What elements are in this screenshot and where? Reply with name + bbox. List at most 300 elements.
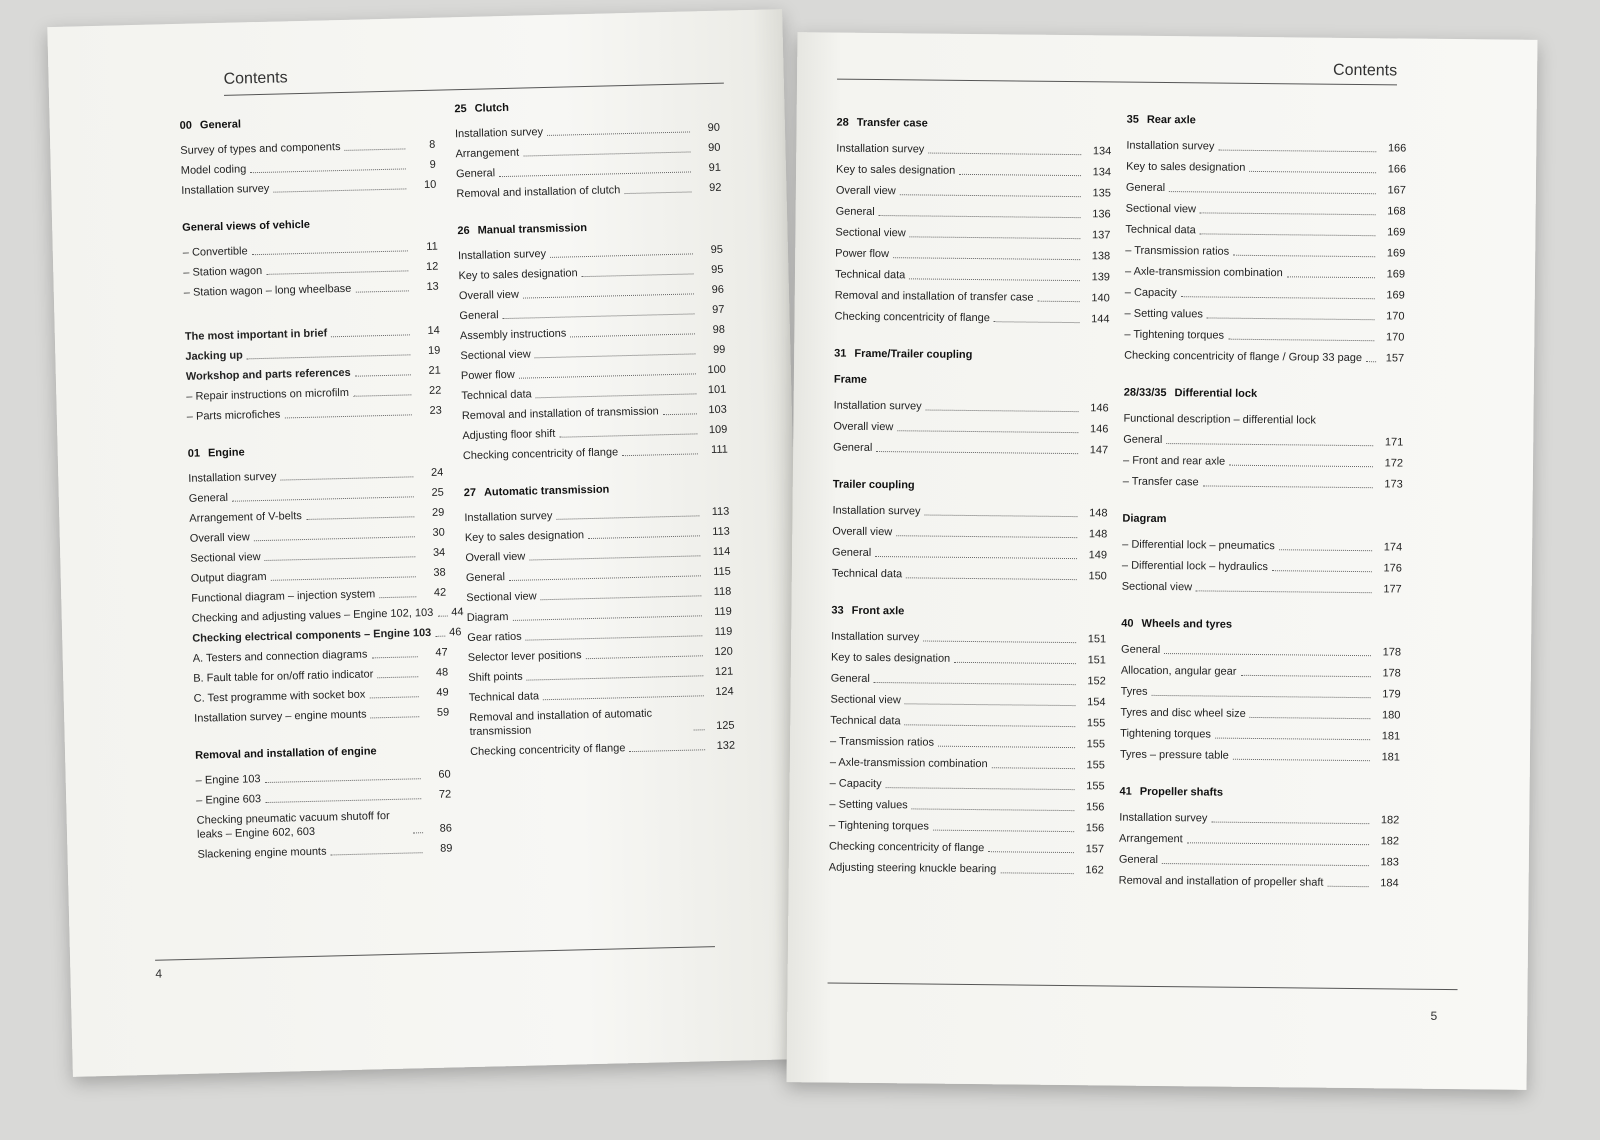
toc-entry-label: Tyres <box>1120 685 1148 698</box>
toc-entry-label: Tyres and disc wheel size <box>1120 706 1246 720</box>
toc-entry-label: – Setting values <box>1125 307 1203 322</box>
toc-entry-label: Assembly instructions <box>459 327 567 343</box>
toc-entry-label: – Front and rear axle <box>1123 454 1225 469</box>
toc-entry[interactable] <box>1124 342 1404 366</box>
section-number: 00 <box>179 119 193 132</box>
toc-entry[interactable] <box>836 177 1111 201</box>
toc-entry-label: General <box>835 205 875 218</box>
toc-entry-label: Installation survey <box>1119 811 1208 825</box>
toc-entry-page: 90 <box>708 141 721 155</box>
toc-entry-label: Key to sales designation <box>464 529 585 545</box>
toc-entry[interactable] <box>833 434 1108 458</box>
dot-leader <box>906 577 1077 580</box>
dot-leader <box>874 682 1076 685</box>
dot-leader <box>1211 822 1369 825</box>
toc-entry-label: – Differential lock – hydraulics <box>1122 559 1268 575</box>
toc-entry-page: 95 <box>710 243 724 256</box>
dot-leader <box>570 333 695 337</box>
toc-entry[interactable] <box>1121 678 1401 702</box>
toc-entry-page: 148 <box>1088 528 1108 541</box>
toc-entry-label: Technical data <box>831 567 903 581</box>
section-heading <box>1121 618 1401 633</box>
toc-entry-page: 72 <box>438 788 452 801</box>
toc-entry[interactable] <box>1125 216 1405 240</box>
toc-entry-page: 59 <box>436 706 450 719</box>
toc-entry-page: 151 <box>1087 654 1107 667</box>
toc-entry-page: 169 <box>1386 247 1406 260</box>
toc-entry-label: General <box>465 571 506 585</box>
dot-leader <box>886 787 1075 790</box>
toc-section <box>180 114 437 198</box>
dot-leader <box>1272 570 1372 572</box>
toc-entry-page: 162 <box>1085 864 1104 877</box>
section-heading <box>1124 387 1404 402</box>
dot-leader <box>1000 872 1073 874</box>
toc-entry[interactable] <box>1120 699 1400 723</box>
toc-section <box>182 216 439 300</box>
toc-entry-page: 42 <box>433 586 447 599</box>
dot-leader <box>1215 738 1370 741</box>
toc-entry-page: 113 <box>711 505 730 519</box>
toc-entry[interactable] <box>1125 258 1405 282</box>
toc-entry-label: Functional description – differential lock <box>1123 412 1316 427</box>
toc-entry-label: A. Testers and connection diagrams <box>192 648 368 665</box>
toc-entry-label: Sectional view <box>190 551 261 565</box>
dot-leader <box>893 257 1080 260</box>
toc-entry[interactable] <box>1121 636 1401 660</box>
toc-entry-page: 178 <box>1382 667 1401 680</box>
dot-leader <box>353 394 411 396</box>
toc-entry-page: 44 <box>451 606 464 619</box>
section-heading <box>464 481 729 499</box>
toc-entry-label: Checking concentricity of flange / Group 33 page <box>1124 349 1363 365</box>
toc-entry-label: Diagram <box>466 611 509 625</box>
toc-entry-page: 174 <box>1383 541 1403 554</box>
toc-entry-label: Checking concentricity of flange <box>469 742 626 759</box>
section-number: 41 <box>1119 785 1132 798</box>
dot-leader <box>1037 301 1079 302</box>
toc-entry-page: 60 <box>438 768 451 781</box>
toc-entry-page: 134 <box>1092 166 1112 179</box>
toc-entry-label: Key to sales designation <box>836 163 956 177</box>
dot-leader <box>1327 886 1368 887</box>
toc-entry-page: 101 <box>707 383 727 397</box>
left-column-1 <box>179 114 464 862</box>
dot-leader <box>933 830 1074 832</box>
toc-entry-label: B. Fault table for on/off ratio indicator <box>193 668 374 685</box>
toc-entry-label: General <box>1118 853 1159 866</box>
toc-entry-label: Output diagram <box>190 570 267 585</box>
dot-leader <box>910 236 1081 239</box>
toc-entry[interactable] <box>831 644 1106 668</box>
toc-entry[interactable] <box>1123 405 1403 429</box>
toc-entry-label: Allocation, angular gear <box>1120 664 1237 678</box>
section-heading <box>837 117 1112 132</box>
dot-leader <box>1187 842 1369 845</box>
toc-entry-page: 138 <box>1091 250 1111 263</box>
toc-entry-label: Sectional view <box>1125 202 1197 216</box>
toc-section <box>454 97 721 201</box>
section-title: Manual transmission <box>477 222 588 237</box>
dot-leader <box>1203 485 1373 488</box>
section-heading <box>182 216 437 234</box>
dot-leader <box>905 703 1076 706</box>
toc-entry[interactable] <box>1120 720 1400 744</box>
section-title: Rear axle <box>1146 113 1196 127</box>
section-heading <box>188 442 443 460</box>
dot-leader <box>437 616 447 617</box>
toc-entry[interactable] <box>1126 195 1406 219</box>
toc-entry-label: Functional diagram – injection system <box>191 588 376 605</box>
dot-leader <box>413 832 423 833</box>
dot-leader <box>624 191 691 194</box>
toc-entry-page: 11 <box>426 240 438 253</box>
toc-entry[interactable] <box>836 135 1111 159</box>
toc-entry[interactable] <box>832 497 1107 521</box>
dot-leader <box>586 655 703 659</box>
toc-entry[interactable] <box>835 261 1110 285</box>
toc-entry-page: 89 <box>440 842 453 855</box>
toc-entry-label: Installation survey <box>833 399 922 413</box>
toc-entry-label: Overall view <box>465 550 526 565</box>
toc-entry-label: Checking concentricity of flange <box>834 310 990 325</box>
toc-entry-label: – Tightening torques <box>829 819 929 834</box>
dot-leader <box>879 215 1081 218</box>
toc-entry-page: 157 <box>1385 352 1405 365</box>
dot-leader <box>1228 339 1374 342</box>
dot-leader <box>1279 549 1372 551</box>
toc-entry-label: General <box>1121 643 1161 656</box>
toc-entry-page: 91 <box>708 161 722 175</box>
toc-entry-label: – Axle-transmission combination <box>830 756 988 772</box>
dot-leader <box>1249 171 1376 173</box>
toc-entry[interactable] <box>829 812 1104 836</box>
toc-entry-page: 172 <box>1384 457 1404 470</box>
toc-entry-page: 13 <box>426 280 439 293</box>
toc-section <box>833 348 1109 458</box>
toc-entry[interactable] <box>832 560 1107 584</box>
toc-entry[interactable] <box>830 749 1105 773</box>
toc-entry[interactable] <box>829 833 1104 857</box>
toc-entry[interactable] <box>1126 153 1406 177</box>
dot-leader <box>331 852 423 855</box>
dot-leader <box>1181 296 1375 299</box>
toc-entry[interactable] <box>831 623 1106 647</box>
toc-entry-page: 155 <box>1086 780 1105 793</box>
toc-entry-page: 134 <box>1092 145 1112 158</box>
toc-entry-page: 155 <box>1086 717 1106 730</box>
toc-entry-label: Sectional view <box>466 590 537 605</box>
toc-entry[interactable] <box>830 770 1105 794</box>
section-heading <box>1127 114 1407 129</box>
left-footer-rule <box>155 946 715 961</box>
toc-entry-label: General <box>832 546 872 559</box>
toc-entry-label: – Engine 603 <box>196 792 261 808</box>
toc-entry-label: Checking concentricity of flange <box>828 840 985 855</box>
toc-entry[interactable] <box>836 198 1111 222</box>
toc-entry-page: 10 <box>423 178 437 191</box>
toc-entry[interactable] <box>1123 447 1403 471</box>
dot-leader <box>1164 653 1371 656</box>
toc-entry-label: Arrangement of V-belts <box>189 510 302 525</box>
toc-entry-page: 124 <box>715 685 734 699</box>
subsection-heading: Trailer coupling <box>832 478 915 492</box>
dot-leader <box>1169 191 1376 194</box>
toc-entry[interactable] <box>835 282 1110 306</box>
toc-entry-page: 146 <box>1089 423 1109 436</box>
toc-entry-page: 86 <box>439 822 453 835</box>
toc-entry[interactable] <box>835 240 1110 264</box>
left-page <box>47 9 807 1077</box>
toc-entry-page: 169 <box>1386 268 1406 281</box>
toc-entry-label: Removal and installation of transfer case <box>834 289 1034 304</box>
toc-section <box>187 442 464 726</box>
toc-entry-label: – Transfer case <box>1123 475 1199 490</box>
toc-entry[interactable] <box>1126 174 1406 198</box>
dot-leader <box>1166 443 1373 446</box>
dot-leader <box>371 716 420 718</box>
toc-entry-label: – Capacity <box>1125 286 1177 301</box>
toc-entry-label: Key to sales designation <box>1126 160 1246 174</box>
toc-entry-page: 184 <box>1380 877 1399 890</box>
toc-entry[interactable] <box>830 707 1105 731</box>
toc-entry[interactable] <box>1125 237 1405 261</box>
toc-entry[interactable] <box>835 219 1110 243</box>
toc-entry-label: – Transmission ratios <box>1125 244 1229 259</box>
dot-leader <box>284 414 411 418</box>
toc-entry-label: Slackening engine mounts <box>197 845 327 861</box>
toc-entry[interactable] <box>832 539 1107 563</box>
toc-entry[interactable] <box>830 728 1105 752</box>
toc-entry[interactable] <box>1125 300 1405 324</box>
dot-leader <box>1200 233 1376 236</box>
toc-entry-label: General <box>1125 181 1166 195</box>
toc-entry[interactable] <box>1123 468 1403 492</box>
section-title: Removal and installation of engine <box>194 745 377 762</box>
section-title: Transfer case <box>856 116 928 130</box>
toc-entry-label: Jacking up <box>185 349 243 363</box>
dot-leader <box>306 516 414 520</box>
toc-section <box>1123 387 1404 492</box>
toc-entry-label: C. Test programme with socket box <box>193 688 366 705</box>
toc-entry-page: 156 <box>1085 822 1105 835</box>
section-title: Wheels and tyres <box>1141 617 1233 631</box>
toc-entry-page: 167 <box>1387 184 1406 197</box>
toc-entry-label: Removal and installation of automatic transmission <box>469 707 653 739</box>
section-heading <box>834 348 1109 363</box>
toc-section <box>457 219 728 463</box>
toc-entry-page: 173 <box>1384 478 1403 491</box>
toc-entry-page: 137 <box>1091 229 1111 242</box>
dot-leader <box>331 334 410 337</box>
dot-leader <box>1229 465 1373 468</box>
toc-entry-page: 12 <box>425 260 439 273</box>
toc-entry-label: Installation survey <box>836 142 925 156</box>
toc-entry-label: Installation survey – engine mounts <box>194 708 367 725</box>
toc-entry-label: Power flow <box>460 368 515 383</box>
toc-entry-label: Installation survey <box>188 470 277 485</box>
toc-entry-page: 135 <box>1092 187 1111 200</box>
dot-leader <box>938 746 1075 748</box>
dot-leader <box>355 290 408 292</box>
toc-entry-label: Power flow <box>835 247 890 261</box>
toc-entry[interactable] <box>1119 804 1399 828</box>
toc-entry-page: 178 <box>1382 646 1402 659</box>
dot-leader <box>582 273 694 277</box>
toc-entry-label: General <box>188 491 229 505</box>
dot-leader <box>1196 590 1372 593</box>
toc-entry-label: Installation survey <box>832 504 921 518</box>
section-title: Frame/Trailer coupling <box>854 347 973 362</box>
toc-entry[interactable] <box>834 392 1109 416</box>
toc-entry-page: 46 <box>449 626 462 639</box>
toc-entry-label: General <box>455 167 496 181</box>
toc-entry-label: Overall view <box>189 531 250 545</box>
toc-entry[interactable] <box>829 854 1104 878</box>
toc-entry-page: 113 <box>712 525 730 539</box>
toc-entry-label: The most important in brief <box>184 327 328 343</box>
toc-entry-page: 157 <box>1085 843 1105 856</box>
section-number: 27 <box>463 486 477 500</box>
toc-entry[interactable] <box>836 156 1111 180</box>
toc-entry[interactable] <box>1120 741 1400 765</box>
toc-entry[interactable] <box>1124 321 1404 345</box>
toc-entry-page: 182 <box>1380 835 1400 848</box>
section-number: 26 <box>457 224 470 238</box>
dot-leader <box>988 851 1074 853</box>
right-column-1 <box>829 117 1112 878</box>
section-number: 35 <box>1126 113 1139 126</box>
toc-entry-page: 119 <box>714 625 733 639</box>
toc-entry[interactable] <box>834 303 1109 327</box>
toc-entry[interactable] <box>832 518 1107 542</box>
dot-leader <box>694 729 705 730</box>
right-header-rule <box>837 79 1397 86</box>
toc-entry-label: – Parts microfiches <box>187 408 281 424</box>
toc-entry-label: Technical data <box>834 268 906 282</box>
dot-leader <box>355 374 411 376</box>
toc-section <box>832 479 1108 584</box>
toc-entry-label: Arrangement <box>455 146 520 161</box>
toc-entry-page: 170 <box>1386 310 1405 323</box>
toc-entry-page: 99 <box>712 343 726 356</box>
toc-entry-page: 22 <box>428 384 442 397</box>
toc-entry[interactable] <box>831 665 1106 689</box>
dot-leader <box>994 321 1080 323</box>
toc-entry-page: 181 <box>1381 751 1401 764</box>
toc-entry-page: 149 <box>1088 549 1108 562</box>
toc-entry[interactable] <box>1122 552 1402 576</box>
toc-entry-label: Overall view <box>835 184 896 198</box>
dot-leader <box>1162 863 1369 866</box>
dot-leader <box>876 451 1078 454</box>
dot-leader <box>377 676 418 678</box>
toc-entry[interactable] <box>1122 531 1402 555</box>
toc-entry-page: 29 <box>431 506 445 519</box>
dot-leader <box>371 656 417 658</box>
toc-entry-page: 154 <box>1087 696 1106 709</box>
toc-section <box>829 605 1107 878</box>
dot-leader <box>992 767 1075 769</box>
toc-entry[interactable] <box>1119 867 1399 891</box>
toc-entry-label: Shift points <box>468 670 523 685</box>
toc-entry-label: Technical data <box>830 714 901 728</box>
toc-section <box>195 744 453 862</box>
toc-entry-label: Adjusting floor shift <box>462 427 556 443</box>
toc-entry[interactable] <box>829 791 1104 815</box>
toc-entry-page: 125 <box>716 719 735 732</box>
toc-entry[interactable] <box>830 686 1105 710</box>
dot-leader <box>622 453 698 456</box>
toc-entry-label: Removal and installation of clutch <box>456 184 621 201</box>
toc-entry[interactable] <box>1126 132 1406 156</box>
toc-entry-label: Selector lever positions <box>467 649 582 665</box>
toc-entry[interactable] <box>1119 825 1399 849</box>
toc-entry-page: 47 <box>435 646 448 659</box>
section-heading <box>454 97 719 115</box>
toc-entry-page: 148 <box>1089 507 1108 520</box>
toc-entry-page: 96 <box>711 283 725 296</box>
dot-leader <box>379 596 416 598</box>
toc-entry-label: Removal and installation of transmission <box>461 405 659 423</box>
toc-entry[interactable] <box>1122 573 1402 597</box>
section-number: 28 <box>836 116 849 129</box>
left-header-rule <box>224 83 724 96</box>
toc-entry[interactable] <box>1121 657 1401 681</box>
toc-section <box>1120 618 1401 765</box>
toc-entry-label: General <box>459 309 499 323</box>
toc-entry-page: 150 <box>1088 570 1107 583</box>
toc-entry-page: 181 <box>1381 730 1401 743</box>
toc-entry-page: 170 <box>1385 331 1405 344</box>
toc-entry[interactable] <box>1123 426 1403 450</box>
section-title: Propeller shafts <box>1139 785 1224 799</box>
toc-entry[interactable] <box>1125 279 1405 303</box>
toc-entry-page: 115 <box>713 565 731 579</box>
right-page <box>787 32 1538 1090</box>
toc-entry-label: Installation survey <box>454 126 544 141</box>
dot-leader <box>1151 695 1370 698</box>
dot-leader <box>954 662 1076 664</box>
toc-entry-page: 132 <box>716 739 736 752</box>
toc-entry[interactable] <box>1119 846 1399 870</box>
toc-entry-label: – Station wagon – long wheelbase <box>184 282 352 300</box>
section-title: Differential lock <box>1174 387 1258 400</box>
dot-leader <box>928 153 1081 156</box>
dot-leader <box>875 556 1077 559</box>
toc-entry-page: 146 <box>1090 402 1109 415</box>
toc-entry[interactable] <box>833 413 1108 437</box>
toc-entry-page: 14 <box>427 324 440 337</box>
toc-entry-page: 144 <box>1091 313 1110 326</box>
toc-entry-label: – Setting values <box>829 798 907 813</box>
toc-entry-page: 8 <box>429 138 436 151</box>
section-title: Clutch <box>474 101 510 115</box>
toc-section <box>1119 786 1400 891</box>
dot-leader <box>897 430 1078 433</box>
toc-entry-label: Sectional view <box>830 693 901 707</box>
toc-entry-page: 151 <box>1087 633 1107 646</box>
toc-entry-page: 182 <box>1380 814 1400 827</box>
toc-section <box>1124 114 1407 366</box>
dot-leader <box>273 188 406 192</box>
toc-entry-label: – Engine 103 <box>196 772 261 788</box>
toc-entry-page: 48 <box>435 666 449 679</box>
toc-entry-page: 103 <box>708 403 727 417</box>
toc-entry-page: 139 <box>1091 271 1111 284</box>
toc-entry-label: Overall view <box>458 288 520 303</box>
toc-entry-page: 92 <box>709 181 722 195</box>
